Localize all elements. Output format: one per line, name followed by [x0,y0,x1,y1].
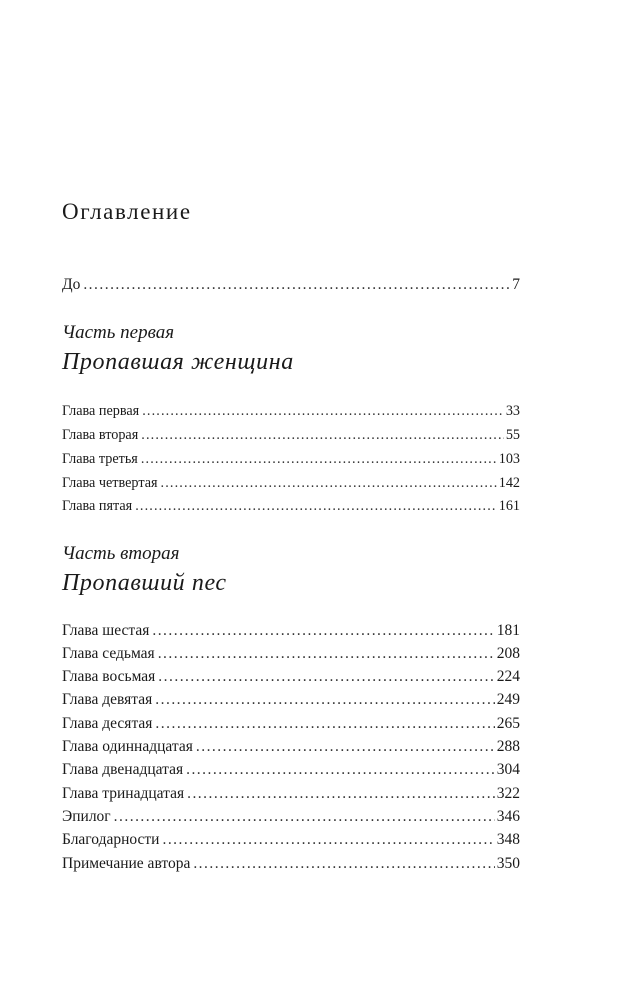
toc-entry[interactable] [62,426,520,444]
dot-leader [187,785,495,803]
toc-entry[interactable] [62,645,520,663]
toc-entry[interactable] [62,761,520,779]
toc-entry-label: Примечание автора [62,855,191,872]
dot-leader [196,738,495,756]
toc-entry-page: 161 [498,498,520,514]
toc-entry-intro[interactable] [62,276,520,294]
dot-leader [158,668,494,686]
toc-entry[interactable] [62,668,520,686]
dot-leader [161,474,497,492]
toc-entry[interactable] [62,450,520,468]
toc-entry[interactable] [62,738,520,756]
part-kicker: Часть первая [62,322,175,343]
toc-entry-label: Глава девятая [62,691,153,708]
dot-leader [141,450,497,468]
toc-entry-label: Глава тринадцатая [62,785,185,802]
toc-entry-page: 348 [496,831,520,848]
dot-leader [142,402,504,420]
toc-entry[interactable] [62,785,520,803]
toc-entry-page: 181 [496,622,520,639]
toc-entry-label: Глава первая [62,403,140,419]
toc-entry-label: Глава шестая [62,622,150,639]
toc-entry-page: 7 [512,276,520,293]
dot-leader [141,426,504,444]
toc-entry-label: Глава двенадцатая [62,761,184,778]
toc-entry-page: 288 [496,738,520,755]
part-title: Пропавший пес [62,570,227,596]
toc-entry[interactable] [62,808,520,826]
toc-entry-label: Глава десятая [62,715,153,732]
dot-leader [162,831,494,849]
dot-leader [186,761,495,779]
toc-entry[interactable] [62,855,520,873]
toc-entry-label: Глава пятая [62,498,133,514]
toc-entry[interactable] [62,402,520,420]
toc-entry-label: Глава вторая [62,427,139,443]
toc-entry[interactable] [62,622,520,640]
part-title: Пропавшая женщина [62,349,294,375]
toc-entry-label: Глава четвертая [62,475,158,491]
toc-entry-label: До [62,276,81,293]
toc-entry[interactable] [62,497,520,515]
toc-entry-label: Глава седьмая [62,645,155,662]
dot-leader [135,497,497,515]
toc-entry-label: Глава третья [62,451,138,467]
page-title: Оглавление [62,199,192,224]
toc-entry-page: 33 [505,403,520,419]
toc-entry-page: 265 [496,715,520,732]
part-kicker: Часть вторая [62,543,180,564]
dot-leader [152,622,494,640]
toc-entry[interactable] [62,474,520,492]
toc-entry-page: 142 [498,475,520,491]
toc-entry-page: 55 [505,427,520,443]
toc-entry-page: 304 [496,761,520,778]
toc-entry[interactable] [62,691,520,709]
dot-leader [114,808,495,826]
toc-entry-page: 224 [496,668,520,685]
toc-entry-page: 350 [496,855,520,872]
toc-entry-label: Благодарности [62,831,160,848]
toc-entry-page: 346 [496,808,520,825]
toc-entry-page: 249 [496,691,520,708]
toc-entry-page: 322 [496,785,520,802]
toc-entry-label: Глава восьмая [62,668,156,685]
dot-leader [155,691,494,709]
dot-leader [155,715,494,733]
toc-entry-label: Эпилог [62,808,111,825]
dot-leader [83,276,510,294]
toc-entry[interactable] [62,715,520,733]
toc-entry-page: 103 [498,451,520,467]
toc-entry-label: Глава одиннадцатая [62,738,193,755]
toc-entry[interactable] [62,831,520,849]
dot-leader [158,645,495,663]
dot-leader [193,855,494,873]
toc-entry-page: 208 [496,645,520,662]
